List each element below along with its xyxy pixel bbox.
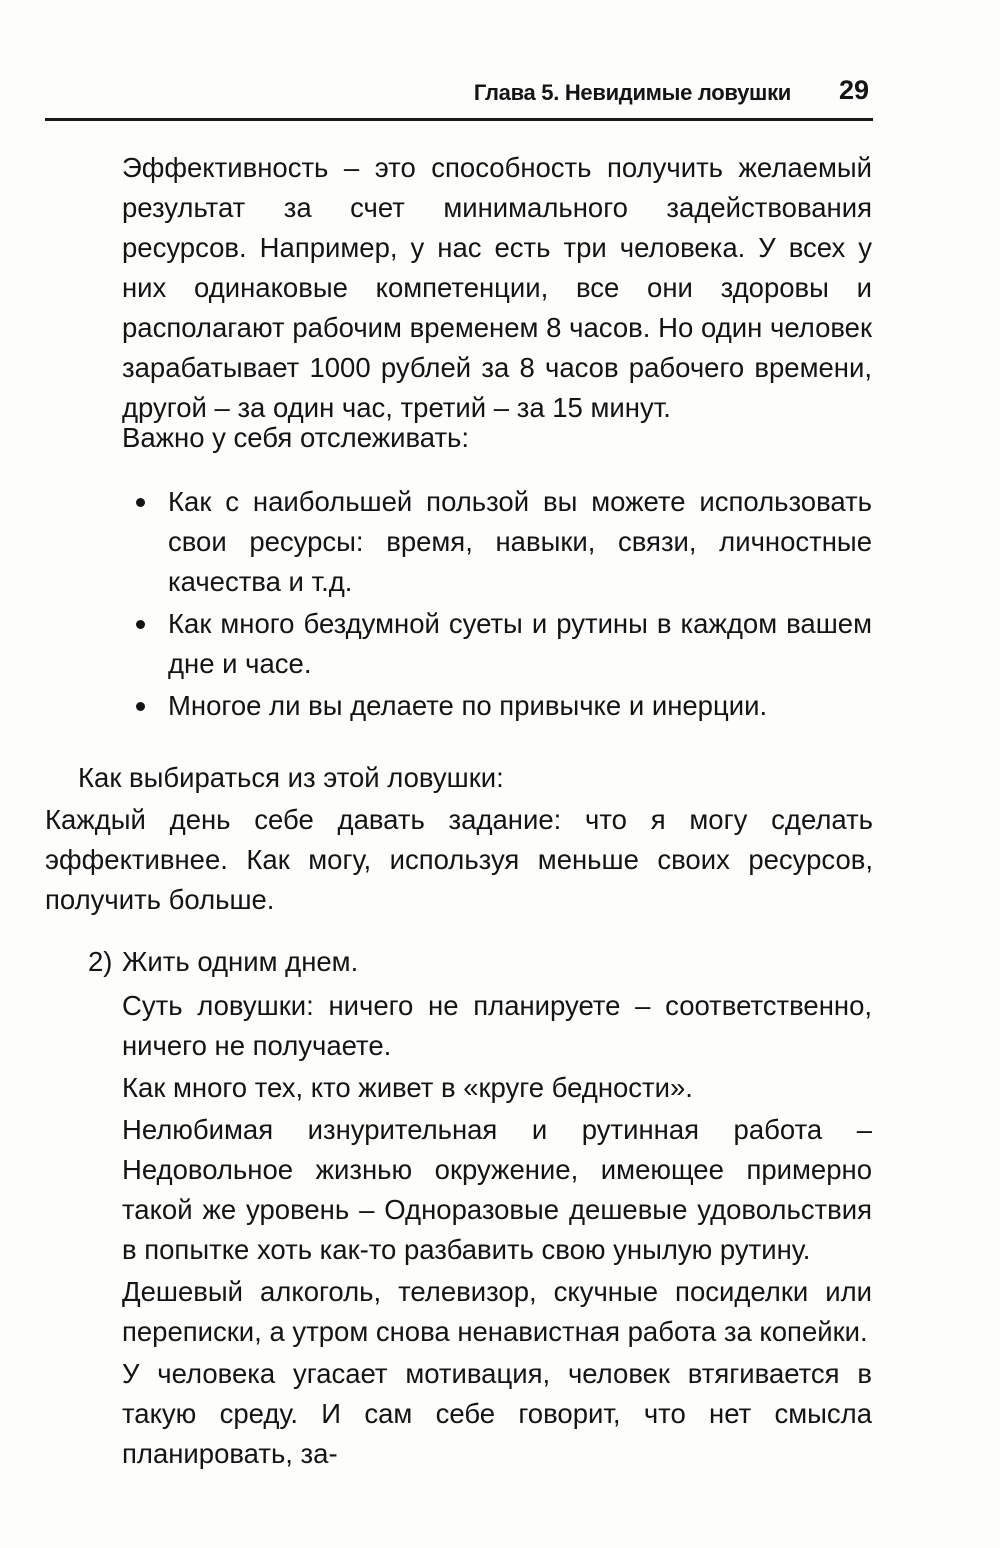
item-number: 2) <box>88 946 113 977</box>
paragraph-track-heading: Важно у себя отслеживать: <box>122 422 470 453</box>
paragraph-efficiency: Эффективность – это способность получить желаемый результат за счет минимального задействования ресурсов. Например, у нас есть три человека. У всех у них одинаковые компетенции, все они здоровы и располагают рабочим временем 8 часов. Но один человек зарабатывает 1000 рублей за 8 часов рабочего времени, другой – за один час, третий – за 15 минут. <box>122 152 872 423</box>
paragraph-motivation: У человека угасает мотивация, человек втягивается в такую среду. И сам себе говорит, что нет смысла планировать, за- <box>122 1358 872 1469</box>
bullet-text: Многое ли вы делаете по привычке и инерции. <box>168 690 768 721</box>
paragraph-how-to-escape: Как выбираться из этой ловушки: <box>78 762 504 793</box>
bullet-item <box>122 604 872 684</box>
page-number: 29 <box>838 75 869 105</box>
paragraph-cheap-pleasures: Дешевый алкоголь, телевизор, скучные посиделки или переписки, а утром снова ненавистная работа за копейки. <box>122 1276 872 1347</box>
bullet-list-3 <box>122 686 872 726</box>
bullet-list-1 <box>122 482 872 602</box>
item-title: Жить одним днем. <box>122 946 359 977</box>
bullet-text: Как с наибольшей пользой вы можете использовать свои ресурсы: время, навыки, связи, личностные качества и т.д. <box>168 486 872 597</box>
bullet-text: Как много бездумной суеты и рутины в каждом вашем дне и часе. <box>168 608 872 679</box>
bullet-dot-icon <box>136 702 145 711</box>
paragraph-poverty-circle: Как много тех, кто живет в «круге бедности». <box>122 1072 693 1103</box>
paragraph-daily-task: Каждый день себе давать задание: что я могу сделать эффективнее. Как могу, используя меньше своих ресурсов, получить больше. <box>45 804 873 915</box>
running-header <box>45 68 873 121</box>
chapter-title: Глава 5. Невидимые ловушки <box>473 80 791 105</box>
bullet-dot-icon <box>136 498 145 507</box>
paragraph-routine-work: Нелюбимая изнурительная и рутинная работа – Недовольное жизнью окружение, имеющее примерно такой же уровень – Одноразовые дешевые удовольствия в попытке хоть как-то разбавить свою унылую рутину. <box>122 1114 872 1265</box>
bullet-list-2 <box>122 604 872 684</box>
bullet-dot-icon <box>136 620 145 629</box>
paragraph-trap-essence: Суть ловушки: ничего не планируете – соответственно, ничего не получаете. <box>122 990 872 1061</box>
bullet-item <box>122 686 872 726</box>
bullet-item <box>122 482 872 602</box>
